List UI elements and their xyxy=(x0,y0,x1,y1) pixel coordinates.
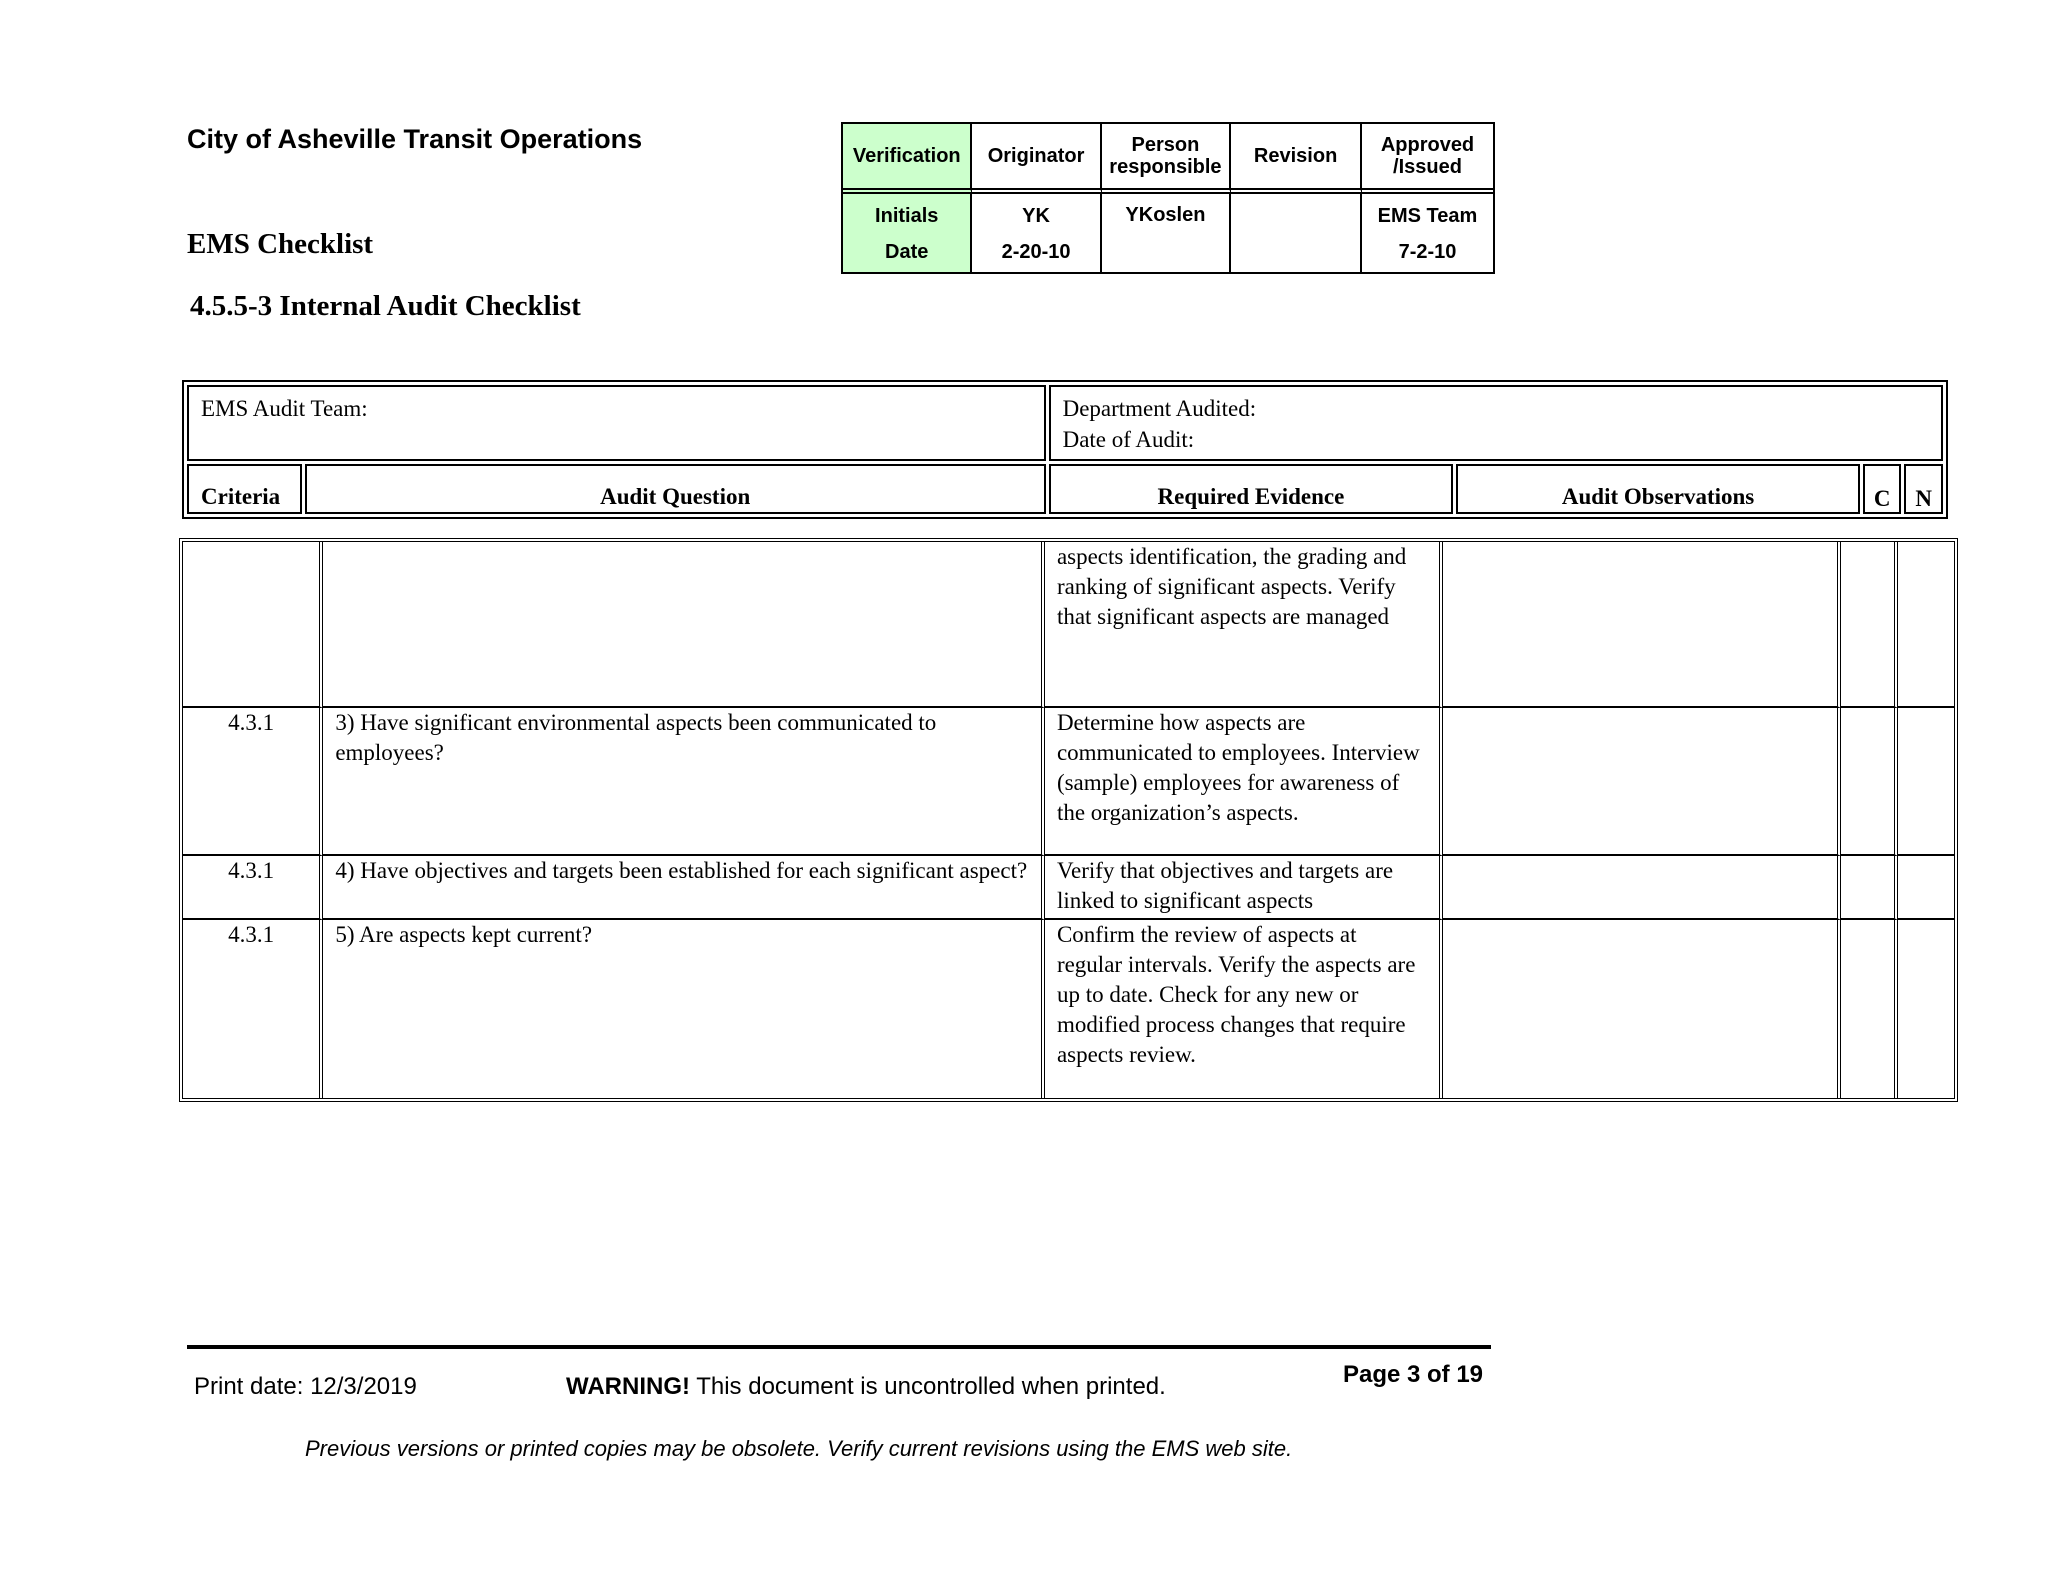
print-date: Print date: 12/3/2019 xyxy=(194,1373,417,1400)
warning-text: This document is uncontrolled when printed. xyxy=(689,1373,1166,1400)
table-row xyxy=(183,856,1954,920)
observations-cell xyxy=(1443,856,1841,920)
approved-date: 7-2-10 xyxy=(1398,241,1457,263)
audit-team-cell xyxy=(187,385,1046,461)
c-cell xyxy=(1841,920,1898,1098)
n-cell xyxy=(1898,856,1954,920)
document-type: EMS Checklist xyxy=(187,228,374,260)
n-cell xyxy=(1898,920,1954,1098)
n-cell xyxy=(1898,542,1954,708)
c-cell xyxy=(1841,542,1898,708)
organization-title: City of Asheville Transit Operations xyxy=(187,124,643,154)
warning-label: WARNING! xyxy=(566,1373,690,1400)
audit-observations-header: Audit Observations xyxy=(1456,464,1860,514)
audit-team-label: EMS Audit Team: xyxy=(201,396,368,421)
evidence-cell: aspects identification, the grading and ranking of significant aspects. Verify that significant aspects are managed xyxy=(1045,542,1443,708)
criteria-cell: 4.3.1 xyxy=(183,920,323,1098)
footer-divider xyxy=(187,1345,1491,1349)
department-cell xyxy=(1049,385,1943,461)
evidence-cell: Confirm the review of aspects at regular intervals. Verify the aspects are up to date. Check for any new or modified process changes that require aspects review. xyxy=(1045,920,1443,1098)
audit-header-table xyxy=(182,380,1948,519)
date-of-audit-label: Date of Audit: xyxy=(1062,427,1195,452)
approved-issued-header: Approved /Issued xyxy=(1362,124,1493,194)
checklist-table xyxy=(179,538,1958,1102)
question-cell xyxy=(323,542,1045,708)
n-cell xyxy=(1898,708,1954,856)
table-row xyxy=(183,542,1954,708)
originator-date: 2-20-10 xyxy=(972,234,1101,272)
originator-initials: YK xyxy=(972,194,1101,234)
person-responsible-header: Person responsible xyxy=(1102,124,1232,194)
criteria-cell: 4.3.1 xyxy=(183,708,323,856)
criteria-cell xyxy=(183,542,323,708)
revision-value xyxy=(1231,194,1362,272)
question-cell: 3) Have significant environmental aspects been communicated to employees? xyxy=(323,708,1045,856)
question-cell: 5) Are aspects kept current? xyxy=(323,920,1045,1098)
person-responsible-value: YKoslen xyxy=(1102,194,1232,272)
question-cell: 4) Have objectives and targets been established for each significant aspect? xyxy=(323,856,1045,920)
criteria-cell: 4.3.1 xyxy=(183,856,323,920)
table-row xyxy=(183,708,1954,856)
obsolete-footnote: Previous versions or printed copies may be obsolete. Verify current revisions using the EMS web site. xyxy=(305,1436,1293,1461)
observations-cell xyxy=(1443,708,1841,856)
uncontrolled-warning xyxy=(566,1373,1166,1401)
page-number: Page 3 of 19 xyxy=(1342,1361,1484,1388)
verification-header: Verification xyxy=(843,124,972,194)
observations-cell xyxy=(1443,920,1841,1098)
audit-question-header: Audit Question xyxy=(305,464,1046,514)
required-evidence-header: Required Evidence xyxy=(1049,464,1454,514)
c-cell xyxy=(1841,708,1898,856)
c-header: C xyxy=(1863,464,1902,514)
date-label: Date xyxy=(843,234,972,272)
verification-block xyxy=(841,122,1495,274)
department-audited-label: Department Audited: xyxy=(1062,396,1257,421)
originator-header: Originator xyxy=(972,124,1101,194)
initials-label: Initials xyxy=(843,194,972,234)
evidence-cell: Verify that objectives and targets are linked to significant aspects xyxy=(1045,856,1443,920)
observations-cell xyxy=(1443,542,1841,708)
criteria-header: Criteria xyxy=(187,464,302,514)
revision-header: Revision xyxy=(1231,124,1362,194)
table-row xyxy=(183,920,1954,1098)
c-cell xyxy=(1841,856,1898,920)
evidence-cell: Determine how aspects are communicated to employees. Interview (sample) employees for awareness of the organization’s aspects. xyxy=(1045,708,1443,856)
approved-by: EMS Team xyxy=(1377,205,1478,227)
n-header: N xyxy=(1904,464,1943,514)
document-title: 4.5.5-3 Internal Audit Checklist xyxy=(190,290,581,322)
